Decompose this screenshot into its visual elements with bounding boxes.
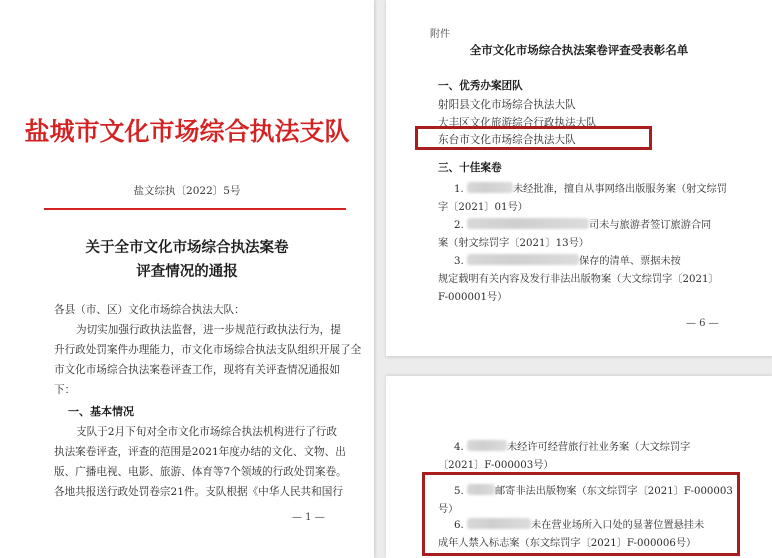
redacted-name <box>467 182 513 193</box>
addressee: 各县（市、区）文化市场综合执法大队： <box>54 304 245 316</box>
red-divider <box>44 208 346 210</box>
commendation-list-title: 全市文化市场综合执法案卷评查受表彰名单 <box>469 43 689 57</box>
attachment-label: 附件 <box>430 29 450 40</box>
section-heading-basic: 一、基本情况 <box>68 405 134 418</box>
highlight-box-team <box>415 126 652 150</box>
case-text: 字〔2021〕01号） <box>438 202 528 213</box>
paragraph-line: 市文化市场综合执法案卷评查工作，现将有关评查情况通报如 <box>54 364 341 376</box>
team-item-highlighted: 东台市文化市场综合执法大队 <box>438 134 576 146</box>
case-number: 3. <box>454 256 464 267</box>
highlight-box-cases <box>422 472 740 556</box>
team-item: 大丰区文化旅游综合行政执法大队 <box>438 117 597 129</box>
case-text: 成年人禁入标志案（东文综罚字〔2021〕F-000006号） <box>438 538 697 549</box>
section-heading-teams: 一、优秀办案团队 <box>438 80 523 92</box>
section-heading-cases: 三、十佳案卷 <box>438 162 502 174</box>
case-text: 案（射文综罚字〔2021〕13号） <box>438 238 589 249</box>
case-number: 5. <box>454 486 464 497</box>
case-text: 号） <box>438 504 459 515</box>
notice-page <box>0 0 374 558</box>
paragraph-line: 各地共报送行政处罚卷宗21件。支队根据《中华人民共和国行 <box>54 486 343 498</box>
case-number: 2. <box>454 220 464 231</box>
paragraph-line: 为切实加强行政执法监督，进一步规范行政执法行为，提 <box>76 324 341 336</box>
case-text: 保存的清单、票据未按 <box>578 256 681 267</box>
paragraph-line: 支队于2月下旬对全市文化市场综合执法机构进行了行政 <box>76 426 337 438</box>
redacted-name <box>467 254 579 265</box>
case-text: 未经批准，擅自从事网络出版服务案（射文综罚 <box>512 184 727 195</box>
team-item: 射阳县文化市场综合执法大队 <box>438 99 576 111</box>
redacted-name <box>467 440 507 451</box>
notice-title-line-2: 评查情况的通报 <box>136 263 238 280</box>
case-number: 6. <box>454 520 464 531</box>
case-text: 邮寄非法出版物案（东文综罚字〔2021〕F-000003 <box>494 486 733 497</box>
issuer-red-heading: 盐城市文化市场综合执法支队 <box>24 117 350 146</box>
paragraph-line: 下： <box>54 384 76 396</box>
case-number: 1. <box>454 184 464 195</box>
case-text: 规定载明有关内容及发行非法出版物案（大文综罚字〔2021〕 <box>438 274 719 285</box>
case-text: 未经许可经营旅行社业务案（大文综罚字 <box>506 442 691 453</box>
case-text: 未在营业场所入口处的显著位置悬挂未 <box>530 520 705 531</box>
case-item <box>454 180 727 195</box>
document-number: 盐文综执〔2022〕5号 <box>133 185 241 197</box>
case-item <box>454 438 690 453</box>
case-text: 司未与旅游者签订旅游合同 <box>588 220 712 231</box>
paragraph-line: 版、广播电视、电影、旅游、体育等7个领域的行政处罚案卷。 <box>54 466 347 478</box>
redacted-name <box>467 218 589 229</box>
paragraph-line: 升行政处罚案件办理能力，市文化市场综合执法支队组织开展了全 <box>54 344 362 356</box>
case-item <box>454 252 681 267</box>
paragraph-line: 执法案卷评查，评查的范围是2021年度办结的文化、文物、出 <box>54 446 346 458</box>
notice-title-line-1: 关于全市文化市场综合执法案卷 <box>85 239 289 256</box>
case-text: 〔2021〕F-000003号） <box>438 460 554 471</box>
case-item <box>454 216 711 231</box>
case-number: 4. <box>454 442 464 453</box>
page-number: — 6 — <box>686 318 719 329</box>
attachment-page <box>386 0 772 356</box>
page-number: — 1 — <box>292 512 325 523</box>
case-text: F-000001号） <box>438 292 508 303</box>
